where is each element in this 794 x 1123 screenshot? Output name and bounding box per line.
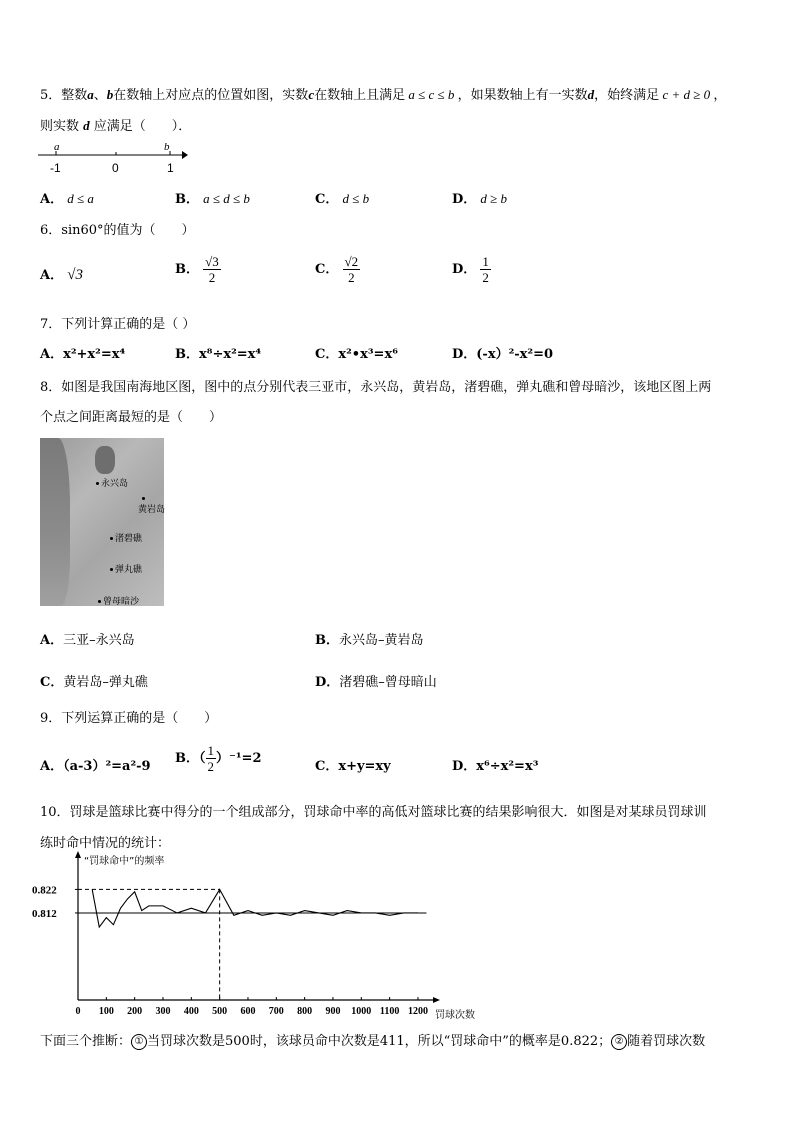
x-tick-label: 200 — [127, 1006, 143, 1017]
map-label-zhubi: 渚碧礁 — [110, 531, 142, 544]
q6-option-d[interactable]: D． $\frac{1}{2}$ — [452, 254, 489, 285]
q7-option-a[interactable]: A．x²+x²=x⁴ — [40, 347, 126, 362]
q5-stem: 5．整数a、b在数轴上对应点的位置如图，实数c在数轴上且满足 a ≤ c ≤ b ，如果数轴上有一实数d，始终满足 c + d ≥ 0 ， — [40, 87, 727, 103]
q8-option-a[interactable]: A．三亚–永兴岛 — [40, 633, 135, 648]
q5-line2: 则实数 d 应满足（ ）． — [40, 118, 192, 134]
x-tick-label: 1000 — [351, 1006, 372, 1017]
q10-stem-line1: 10．罚球是篮球比赛中得分的一个组成部分，罚球命中率的高低对篮球比赛的结果影响很大．如图是对某球员罚球训 — [40, 805, 707, 820]
q6-option-c[interactable]: C． $\frac{√2}{2}$ — [315, 254, 359, 285]
q8-stem-line1: 8．如图是我国南海地区图，图中的点分别代表三亚市，永兴岛，黄岩岛，渚碧礁，弹丸礁和曾母暗沙，该地区图上两 — [40, 380, 712, 395]
q9-option-a[interactable]: A．（a-3）²=a²-9 — [40, 759, 151, 774]
y-axis-label: “罚球命中”的频率 — [84, 856, 165, 867]
q7-stem: 7．下列计算正确的是（ ） — [40, 317, 196, 332]
map-island — [95, 446, 115, 474]
y-tick-label: 0.822 — [32, 884, 57, 897]
q7-option-c[interactable]: C．x²•x³=x⁶ — [315, 347, 398, 362]
q9-option-b[interactable]: B．（ $\frac{1}{2}$ ）⁻¹=2 — [175, 743, 262, 774]
x-tick-label: 1100 — [379, 1006, 400, 1017]
label-a: a — [54, 141, 60, 153]
south-china-sea-map — [40, 438, 164, 606]
q6-stem: 6．sin60°的值为（ ） — [40, 223, 195, 238]
x-tick-label: 100 — [98, 1006, 114, 1017]
tick-1: 1 — [167, 161, 174, 175]
q8-stem-line2: 个点之间距离最短的是（ ） — [40, 410, 223, 425]
x-tick-label: 600 — [240, 1006, 256, 1017]
q10-inferences: 下面三个推断： ① 当罚球次数是500时，该球员命中次数是411，所以“罚球命中”的概率是0.822； ② 随着罚球次数 — [40, 1034, 706, 1049]
circled-1: ① — [131, 1034, 147, 1050]
q6-option-b[interactable]: B． $\frac{√3}{2}$ — [175, 254, 219, 285]
x-axis-label: 罚球次数 — [435, 1010, 475, 1021]
q6-option-a[interactable]: A． √3 — [40, 267, 83, 283]
q7-option-d[interactable]: D．(-x）²-x²=0 — [452, 347, 554, 362]
y-tick-label: 0.812 — [32, 907, 57, 920]
tick-0: 0 — [112, 161, 119, 175]
q7-option-b[interactable]: B．x⁸÷x²=x⁴ — [175, 347, 262, 362]
map-landmass — [40, 438, 70, 606]
q8-option-c[interactable]: C．黄岩岛–弹丸礁 — [40, 675, 148, 690]
series-line — [92, 889, 418, 927]
map-label-huangyan-text: 黄岩岛 — [138, 505, 166, 515]
x-tick-label: 0 — [75, 1006, 81, 1017]
x-tick-label: 800 — [297, 1006, 313, 1017]
x-tick-label: 900 — [325, 1006, 341, 1017]
x-tick-label: 700 — [268, 1006, 284, 1017]
x-axis-arrow — [433, 997, 440, 1003]
q5-option-b[interactable]: B． a ≤ d ≤ b — [175, 191, 250, 207]
x-tick-label: 500 — [212, 1006, 228, 1017]
x-tick-label: 300 — [155, 1006, 171, 1017]
q9-option-c[interactable]: C．x+y=xy — [315, 759, 391, 774]
map-label-yongxing: 永兴岛 — [96, 476, 128, 489]
q5-option-c[interactable]: C． d ≤ b — [315, 191, 370, 207]
label-b: b — [164, 141, 170, 153]
q8-option-d[interactable]: D．渚碧礁–曾母暗山 — [315, 675, 437, 690]
map-label-zengmu: 曾母暗沙 — [98, 594, 139, 607]
q5-option-d[interactable]: D． d ≥ b — [452, 191, 508, 207]
x-tick-label: 1200 — [407, 1006, 428, 1017]
map-label-danwan: 弹丸礁 — [110, 562, 142, 575]
q8-option-b[interactable]: B．永兴岛–黄岩岛 — [315, 633, 424, 648]
q9-option-d[interactable]: D．x⁶÷x²=x³ — [452, 759, 539, 774]
circled-2: ② — [611, 1034, 627, 1050]
q10-stem-line2: 练时命中情况的统计： — [40, 836, 171, 851]
y-axis-arrow — [75, 851, 81, 858]
q9-stem: 9．下列运算正确的是（ ） — [40, 711, 218, 726]
free-throw-chart — [30, 850, 500, 1022]
tick-neg1: -1 — [50, 161, 61, 175]
number-line — [36, 138, 196, 178]
x-tick-label: 400 — [183, 1006, 199, 1017]
q5-option-a[interactable]: A． d ≤ a — [40, 191, 94, 207]
